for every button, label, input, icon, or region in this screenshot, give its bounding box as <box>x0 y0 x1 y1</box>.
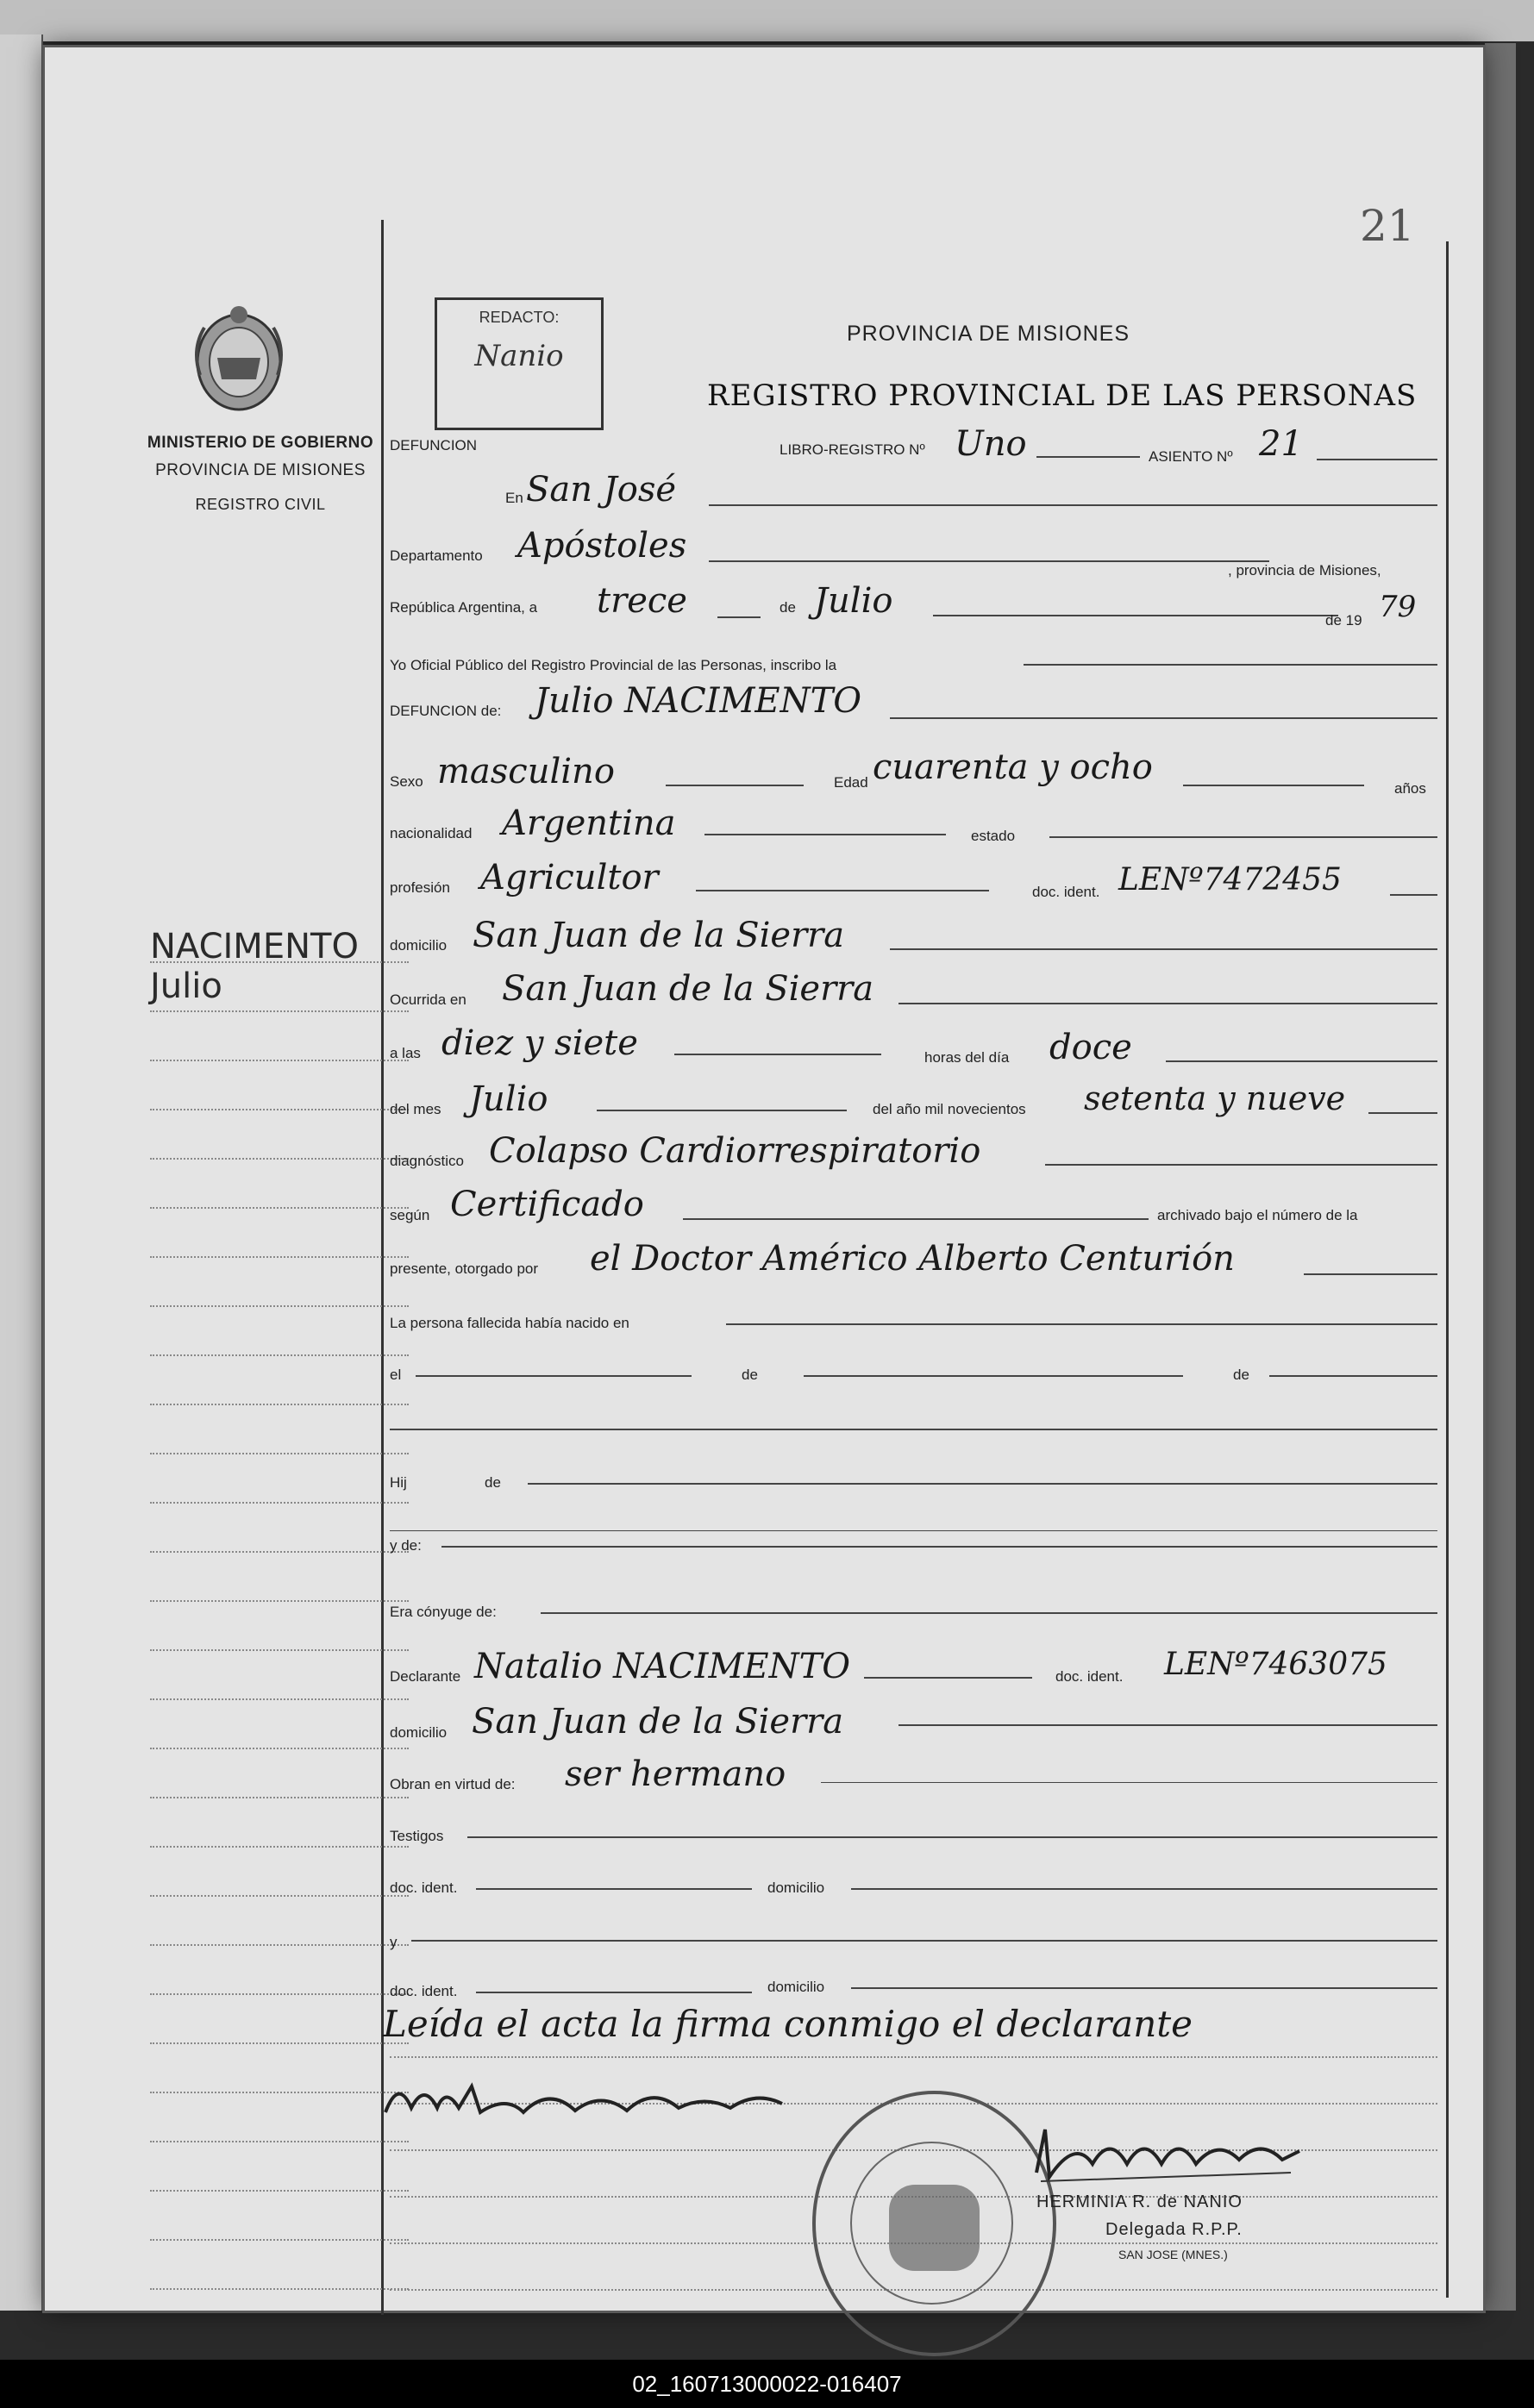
label-y: y <box>390 1934 398 1950</box>
rule <box>1269 1375 1437 1377</box>
value-ano-muerte: setenta y nueve <box>1084 1079 1346 1117</box>
official-role: Delegada R.P.P. <box>1105 2220 1243 2239</box>
label-declarante-domicilio: domicilio <box>390 1724 448 1741</box>
value-lugar: San José <box>526 470 677 510</box>
label-conyuge: Era cónyuge de: <box>390 1604 497 1620</box>
label-doc-ident: doc. ident. <box>1032 884 1100 900</box>
rule <box>467 1836 1437 1838</box>
margin-dotted-line <box>150 1305 409 1307</box>
rule <box>683 1218 1149 1220</box>
value-segun: Certificado <box>450 1185 644 1224</box>
label-de-nacimiento: de <box>742 1367 758 1383</box>
value-diagnostico: Colapso Cardiorrespiratorio <box>489 1131 981 1171</box>
margin-dotted-line <box>150 1748 409 1749</box>
label-de-ano: de <box>1233 1367 1249 1383</box>
label-testigos: Testigos <box>390 1828 444 1844</box>
label-defuncion: DEFUNCION <box>390 437 478 453</box>
value-doc: LENº7472455 <box>1118 862 1342 898</box>
rule <box>390 1429 1437 1430</box>
label-nacionalidad: nacionalidad <box>390 825 473 841</box>
label-del-ano: del año mil novecientos <box>873 1101 1026 1117</box>
label-profesion: profesión <box>390 879 450 896</box>
margin-dotted-line <box>150 1256 409 1258</box>
label-declarante-doc: doc. ident. <box>1055 1668 1124 1685</box>
redacto-value: Nanio <box>474 339 564 373</box>
rule <box>1183 785 1364 786</box>
rule <box>709 560 1269 562</box>
margin-dotted-line <box>150 2042 409 2044</box>
value-nombre: Julio NACIMENTO <box>535 681 862 721</box>
margin-surname: NACIMENTO <box>150 927 359 966</box>
ministry-line-3: REGISTRO CIVIL <box>195 496 326 513</box>
rule <box>1036 456 1140 458</box>
value-dia-muerte: doce <box>1049 1028 1132 1067</box>
rule <box>717 616 761 618</box>
value-sexo: masculino <box>437 752 615 791</box>
label-de-padre: de <box>485 1474 501 1491</box>
rule <box>1024 664 1437 666</box>
label-y-de: y de: <box>390 1537 422 1554</box>
rule <box>390 1530 1437 1531</box>
value-asiento: 21 <box>1259 424 1303 464</box>
label-domicilio: domicilio <box>390 937 448 954</box>
closing-statement: Leída el acta la firma conmigo el declarante <box>383 2003 1193 2045</box>
label-del-mes: del mes <box>390 1101 441 1117</box>
redacto-box <box>435 297 604 430</box>
previous-page-edge <box>0 34 43 2311</box>
margin-dotted-line <box>150 1453 409 1454</box>
rule <box>1304 1273 1437 1275</box>
rule <box>1368 1112 1437 1114</box>
label-nacido-en: La persona fallecida había nacido en <box>390 1315 629 1331</box>
rule <box>704 834 946 835</box>
rule <box>890 717 1437 719</box>
label-libro-registro: LIBRO-REGISTRO Nº <box>780 441 925 458</box>
ministry-line-1: MINISTERIO DE GOBIERNO <box>147 434 374 452</box>
label-anos: años <box>1394 780 1426 797</box>
margin-dotted-line <box>150 2239 409 2241</box>
rule <box>674 1054 881 1055</box>
label-yo-oficial: Yo Oficial Público del Registro Provincial de las Personas, inscribo la <box>390 657 837 673</box>
rule <box>851 1888 1437 1890</box>
margin-dotted-line <box>150 1354 409 1356</box>
margin-dotted-line <box>150 1600 409 1602</box>
margin-dotted-line <box>150 1551 409 1553</box>
margin-dotted-line <box>150 1502 409 1504</box>
value-declarante-doc: LENº7463075 <box>1164 1647 1387 1682</box>
province-title: PROVINCIA DE MISIONES <box>847 322 1130 346</box>
official-place: SAN JOSE (MNES.) <box>1118 2248 1228 2261</box>
closing-dotted-line <box>390 2056 1437 2058</box>
margin-dotted-line <box>150 1109 409 1110</box>
label-testigo-domicilio-1: domicilio <box>767 1879 825 1896</box>
official-stamp-icon <box>812 2091 1056 2356</box>
margin-given-name: Julio <box>150 966 222 1006</box>
value-mes-muerte: Julio <box>469 1079 548 1119</box>
book-cover-edge <box>1485 43 1516 2311</box>
label-obran: Obran en virtud de: <box>390 1776 516 1792</box>
margin-dotted-line <box>150 2190 409 2192</box>
registry-title: REGISTRO PROVINCIAL DE LAS PERSONAS <box>707 378 1418 413</box>
rule <box>864 1677 1032 1679</box>
label-testigo-doc-2: doc. ident. <box>390 1983 458 1999</box>
rule <box>1166 1060 1437 1062</box>
margin-dotted-line <box>150 2092 409 2093</box>
label-testigo-domicilio-2: domicilio <box>767 1979 825 1995</box>
margin-dotted-line <box>150 1895 409 1897</box>
label-el: el <box>390 1367 402 1383</box>
margin-dotted-line <box>150 1404 409 1405</box>
label-en: En <box>505 490 523 506</box>
margin-dotted-line <box>150 1944 409 1946</box>
rule <box>898 1724 1437 1726</box>
registry-page <box>45 47 1483 2311</box>
value-dia: trece <box>597 581 687 621</box>
label-estado: estado <box>971 828 1016 844</box>
ministry-header <box>114 434 407 514</box>
rule <box>666 785 804 786</box>
official-name: HERMINIA R. de NANIO <box>1036 2192 1243 2211</box>
label-departamento: Departamento <box>390 547 483 564</box>
declarant-signature <box>377 2061 799 2130</box>
value-hora: diez y siete <box>441 1023 638 1063</box>
rule <box>851 1987 1437 1989</box>
rule <box>416 1375 692 1377</box>
rule <box>696 890 989 891</box>
rule <box>933 615 1338 616</box>
rule <box>1045 1164 1437 1166</box>
provincial-crest-icon <box>183 297 295 418</box>
label-defuncion-de: DEFUNCION de: <box>390 703 502 719</box>
margin-dotted-line <box>150 2141 409 2142</box>
label-hij: Hij <box>390 1474 407 1491</box>
margin-dotted-line <box>150 2288 409 2290</box>
margin-dotted-line <box>150 961 409 963</box>
rule <box>528 1483 1437 1485</box>
margin-dotted-line <box>150 1060 409 1061</box>
value-declarante-domicilio: San Juan de la Sierra <box>472 1702 844 1742</box>
label-archivado: archivado bajo el número de la <box>1157 1207 1358 1223</box>
label-ocurrida-en: Ocurrida en <box>390 991 466 1008</box>
value-nacionalidad: Argentina <box>502 804 676 843</box>
margin-dotted-line <box>150 1010 409 1012</box>
rule <box>898 1003 1437 1004</box>
value-domicilio: San Juan de la Sierra <box>473 916 845 955</box>
rule <box>804 1375 1183 1377</box>
value-departamento: Apóstoles <box>517 526 687 566</box>
margin-dotted-line <box>150 1158 409 1160</box>
label-diagnostico: diagnóstico <box>390 1153 465 1169</box>
right-column-divider <box>1446 241 1449 2298</box>
label-sexo: Sexo <box>390 773 423 790</box>
rule <box>1317 459 1437 460</box>
official-signature <box>1024 2112 1308 2190</box>
value-mes: Julio <box>814 581 893 621</box>
rule <box>411 1940 1437 1942</box>
value-ocurrida: San Juan de la Sierra <box>502 969 874 1009</box>
label-segun: según <box>390 1207 430 1223</box>
image-caption: 02_160713000022-016407 <box>0 2360 1534 2408</box>
margin-name <box>150 927 359 1006</box>
value-edad: cuarenta y ocho <box>873 747 1153 787</box>
rule <box>890 948 1437 950</box>
stamp-emblem-icon <box>889 2185 980 2271</box>
value-profesion: Agricultor <box>480 858 659 898</box>
left-column-divider <box>381 220 384 2315</box>
margin-dotted-line <box>150 1797 409 1798</box>
label-republica: República Argentina, a <box>390 599 538 616</box>
value-declarante: Natalio NACIMENTO <box>474 1647 851 1686</box>
label-presente: presente, otorgado por <box>390 1260 539 1277</box>
background-band <box>0 0 1534 41</box>
page-number: 21 <box>1360 201 1415 251</box>
rule <box>476 1888 752 1890</box>
rule <box>821 1782 1437 1783</box>
rule <box>1390 894 1437 896</box>
label-testigo-doc-1: doc. ident. <box>390 1879 458 1896</box>
redacto-label: REDACTO: <box>479 309 560 326</box>
value-libro: Uno <box>955 424 1027 464</box>
rule <box>709 504 1437 506</box>
value-otorgado: el Doctor Américo Alberto Centurión <box>590 1239 1235 1279</box>
rule <box>541 1612 1437 1614</box>
margin-dotted-line <box>150 1207 409 1209</box>
value-ano: 79 <box>1379 590 1417 624</box>
label-edad: Edad <box>834 774 868 791</box>
rule <box>476 1992 752 1993</box>
label-asiento: ASIENTO Nº <box>1149 448 1233 465</box>
label-declarante: Declarante <box>390 1668 461 1685</box>
rule <box>1049 836 1437 838</box>
margin-dotted-line <box>150 1649 409 1651</box>
label-de-19: de 19 <box>1325 612 1362 629</box>
value-obran: ser hermano <box>565 1754 786 1794</box>
label-horas-del-dia: horas del día <box>924 1049 1010 1066</box>
margin-dotted-line <box>150 1846 409 1848</box>
label-de: de <box>780 599 796 616</box>
label-provincia-misiones: , provincia de Misiones, <box>1228 562 1381 579</box>
rule <box>597 1110 847 1111</box>
margin-dotted-line <box>150 1698 409 1700</box>
label-a-las: a las <box>390 1045 421 1061</box>
ministry-line-2: PROVINCIA DE MISIONES <box>155 461 366 479</box>
margin-dotted-line <box>150 1993 409 1995</box>
rule <box>441 1546 1437 1548</box>
rule <box>726 1323 1437 1325</box>
